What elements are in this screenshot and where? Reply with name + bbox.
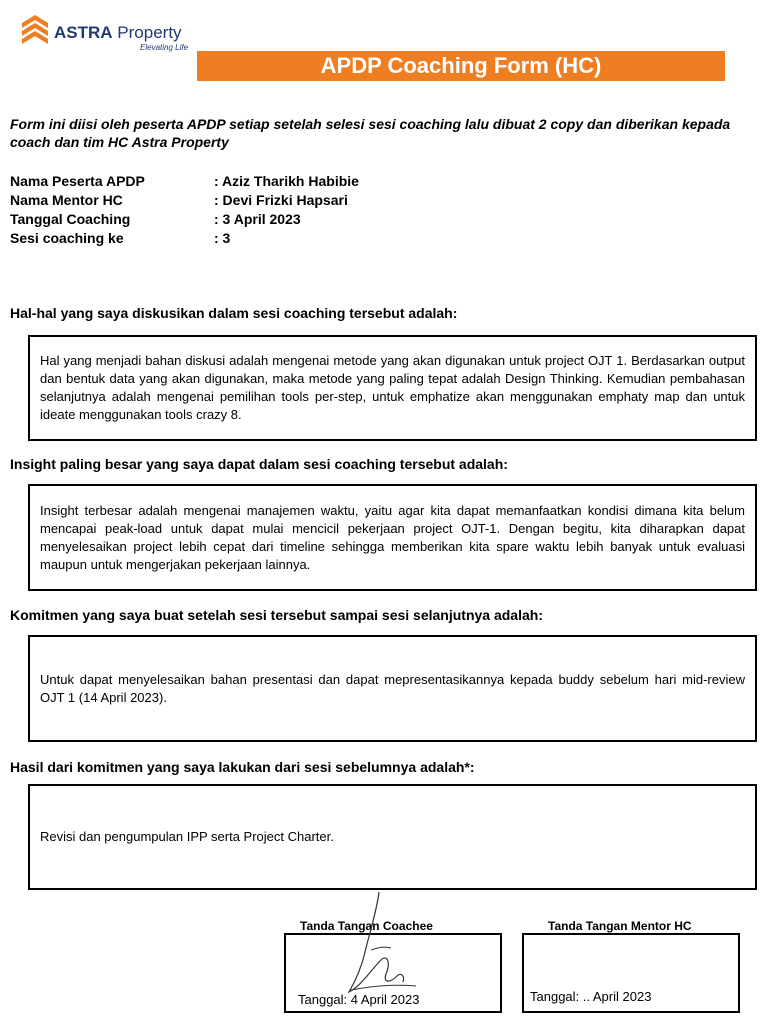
info-row-date: Tanggal Coaching : 3 April 2023	[10, 211, 301, 227]
logo-wordmark: ASTRA Property	[54, 23, 182, 42]
logo-chevron-icon	[22, 15, 48, 45]
result-box	[28, 784, 757, 890]
logo-tagline: Elevating Life	[140, 43, 189, 52]
mentor-signature-label: Tanda Tangan Mentor HC	[548, 919, 692, 933]
discussion-text: Hal yang menjadi bahan diskusi adalah mengenai metode yang akan digunakan untuk project OJT 1. Berdasarkan output dan bentuk data yang akan digunakan, maka metode yang paling tepat adalah Design Thinking. Kemudian pembahasan selanjutnya adalah mengenai pemilihan tools per-step, untuk emphatize akan menggunakan emphaty map dan untuk ideate menggunakan tools crazy 8.	[40, 353, 745, 422]
info-row-session: Sesi coaching ke : 3	[10, 230, 231, 246]
commitment-box	[28, 635, 757, 742]
form-intro: Form ini diisi oleh peserta APDP setiap setelah selesi sesi coaching lalu dibuat 2 copy dan diberikan kepada coach dan tim HC Astra Property	[10, 116, 731, 150]
form-title: APDP Coaching Form (HC)	[197, 51, 725, 81]
section-title-insight: Insight paling besar yang saya dapat dalam sesi coaching tersebut adalah:	[10, 456, 508, 472]
insight-text: Insight terbesar adalah mengenai manajemen waktu, yaitu agar kita dapat memanfaatkan kondisi dimana kita belum mencapai peak-load untuk dapat mulai mencicil pekerjaan project OJT-1. Dengan begitu, kita diharapkan dapat menyelesaikan project lebih cepat dari timeline sehingga memberikan kita spare waktu lebih banyak untuk evaluasi maupun untuk mengerjakan pekerjaan lainnya.	[40, 502, 745, 572]
mentor-date: Tanggal: .. April 2023	[530, 989, 652, 1004]
info-row-participant: Nama Peserta APDP : Aziz Tharikh Habibie	[10, 173, 359, 189]
section-title-discussion: Hal-hal yang saya diskusikan dalam sesi coaching tersebut adalah:	[10, 305, 458, 321]
discussion-box	[28, 335, 757, 441]
participant-info	[10, 172, 359, 248]
section-title-result: Hasil dari komitmen yang saya lakukan dari sesi sebelumnya adalah*:	[10, 759, 475, 775]
insight-box	[28, 484, 757, 591]
coachee-date: Tanggal: 4 April 2023	[298, 992, 420, 1007]
commitment-text: Untuk dapat menyelesaikan bahan presentasi dan dapat mepresentasikannya kepada buddy sebelum hari mid-review OJT 1 (14 April 2023).	[40, 671, 745, 705]
astra-property-logo	[22, 15, 192, 57]
coachee-signature-box	[284, 933, 502, 1013]
info-row-mentor: Nama Mentor HC : Devi Frizki Hapsari	[10, 192, 348, 208]
section-title-commitment: Komitmen yang saya buat setelah sesi tersebut sampai sesi selanjutnya adalah:	[10, 607, 543, 623]
coachee-signature-label: Tanda Tangan Coachee	[300, 919, 433, 933]
result-text: Revisi dan pengumpulan IPP serta Project Charter.	[40, 829, 334, 844]
mentor-signature-box	[522, 933, 740, 1013]
